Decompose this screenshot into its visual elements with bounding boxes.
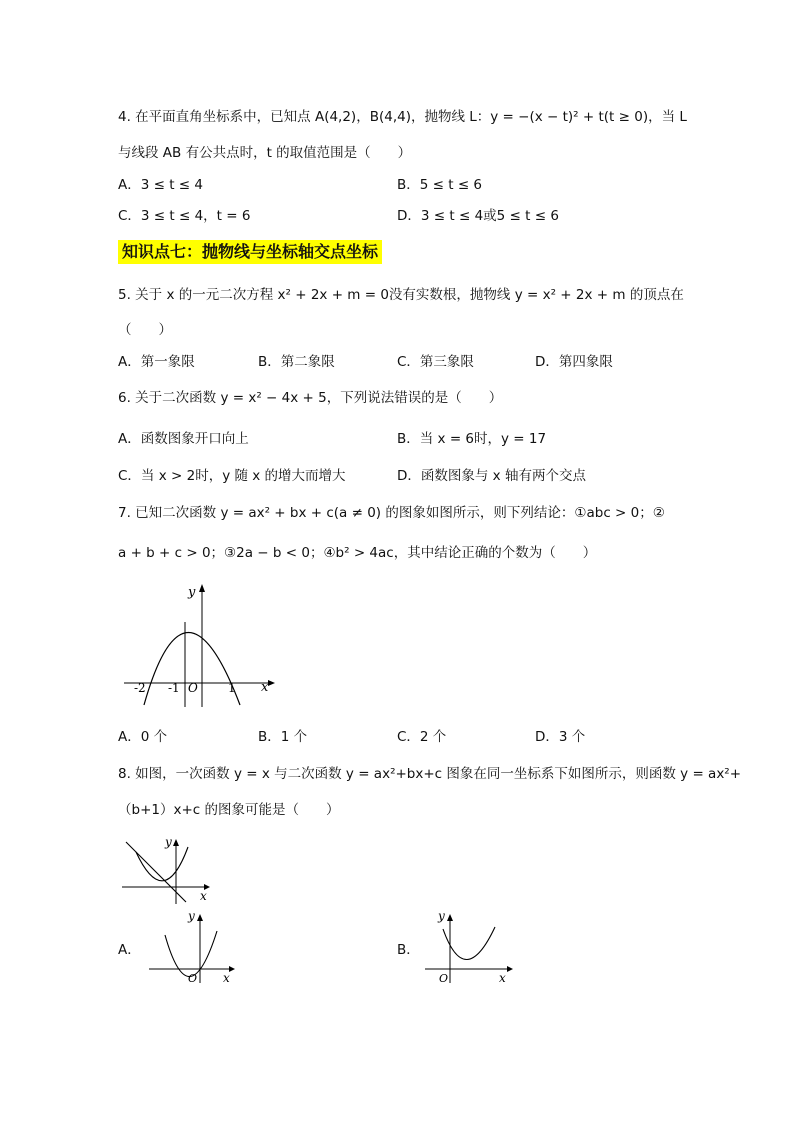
q8-option-b-label: B．	[397, 942, 420, 958]
x-axis-arrow-icon	[268, 680, 275, 686]
q4-option-a: A．3 ≤ t ≤ 4	[118, 177, 203, 193]
x-axis-label: x	[223, 971, 230, 985]
y-axis-arrow-icon	[173, 839, 179, 846]
q6-option-c: C．当 x > 2时，y 随 x 的增大而增大	[118, 468, 346, 484]
q6-stem: 6. 关于二次函数 y = x² − 4x + 5，下列说法错误的是（ ）	[118, 390, 503, 406]
q4-option-d: D．3 ≤ t ≤ 4或5 ≤ t ≤ 6	[397, 208, 559, 224]
q8-option-b-graph	[423, 905, 518, 985]
q5-option-d: D．第四象限	[535, 354, 613, 370]
x-axis-arrow-icon	[229, 966, 235, 972]
y-axis-arrow-icon	[447, 914, 453, 921]
tick-label-1: 1	[228, 681, 236, 695]
q4-option-c: C．3 ≤ t ≤ 4，t = 6	[118, 208, 251, 224]
origin-label: O	[188, 681, 198, 695]
q4-stem-line1: 4. 在平面直角坐标系中，已知点 A(4,2)，B(4,4)，抛物线 L：y = −(x − t)² + t(t ≥ 0)，当 L	[118, 109, 687, 125]
q5-option-a: A．第一象限	[118, 354, 195, 370]
y-axis-label: y	[165, 835, 172, 849]
y-axis-label: y	[438, 909, 445, 923]
parabola-curve	[165, 931, 217, 977]
q8-reference-graph	[118, 832, 218, 907]
section-heading: 知识点七：抛物线与坐标轴交点坐标	[118, 240, 382, 264]
q7-stem-line2: a + b + c > 0；③2a − b < 0；④b² > 4ac，其中结论正确的个数为（ ）	[118, 545, 597, 561]
q6-option-d: D．函数图象与 x 轴有两个交点	[397, 468, 586, 484]
y-axis-arrow-icon	[199, 584, 205, 592]
y-axis-label: y	[188, 909, 195, 923]
origin-label: O	[439, 972, 449, 985]
x-axis-label: x	[200, 889, 207, 903]
parabola-curve	[136, 847, 188, 881]
q5-stem-line2: （ ）	[118, 322, 172, 338]
y-axis-arrow-icon	[197, 914, 203, 921]
q7-option-a: A．0 个	[118, 729, 168, 745]
tick-label-neg2: -2	[134, 681, 146, 695]
x-axis-label: x	[499, 971, 506, 985]
x-axis-arrow-icon	[507, 966, 513, 972]
q7-option-c: C．2 个	[397, 729, 447, 745]
q5-stem-line1: 5. 关于 x 的一元二次方程 x² + 2x + m = 0没有实数根，抛物线 y = x² + 2x + m 的顶点在	[118, 287, 684, 303]
q6-option-b: B．当 x = 6时，y = 17	[397, 431, 547, 447]
q7-parabola-graph	[118, 580, 278, 710]
q8-option-a-label: A．	[118, 942, 141, 958]
q6-option-a: A．函数图象开口向上	[118, 431, 249, 447]
q7-option-d: D．3 个	[535, 729, 586, 745]
x-axis-label: x	[261, 680, 269, 695]
origin-label: O	[188, 972, 198, 985]
parabola-curve	[443, 927, 495, 960]
y-axis-label: y	[188, 585, 196, 600]
q4-stem-line2: 与线段 AB 有公共点时，t 的取值范围是（ ）	[118, 145, 412, 161]
tick-label-neg1: -1	[168, 681, 180, 695]
q5-option-b: B．第二象限	[258, 354, 335, 370]
q5-option-c: C．第三象限	[397, 354, 474, 370]
q7-option-b: B．1 个	[258, 729, 308, 745]
q4-option-b: B．5 ≤ t ≤ 6	[397, 177, 483, 193]
linear-line	[126, 842, 186, 902]
q8-option-a-graph	[145, 905, 240, 985]
q8-stem-line2: （b+1）x+c 的图象可能是（ ）	[118, 802, 340, 818]
q8-stem-line1: 8. 如图，一次函数 y = x 与二次函数 y = ax²+bx+c 图象在同一坐标系下如图所示，则函数 y = ax²+	[118, 766, 742, 782]
q7-stem-line1: 7. 已知二次函数 y = ax² + bx + c(a ≠ 0) 的图象如图所示，则下列结论：①abc > 0；②	[118, 505, 665, 521]
